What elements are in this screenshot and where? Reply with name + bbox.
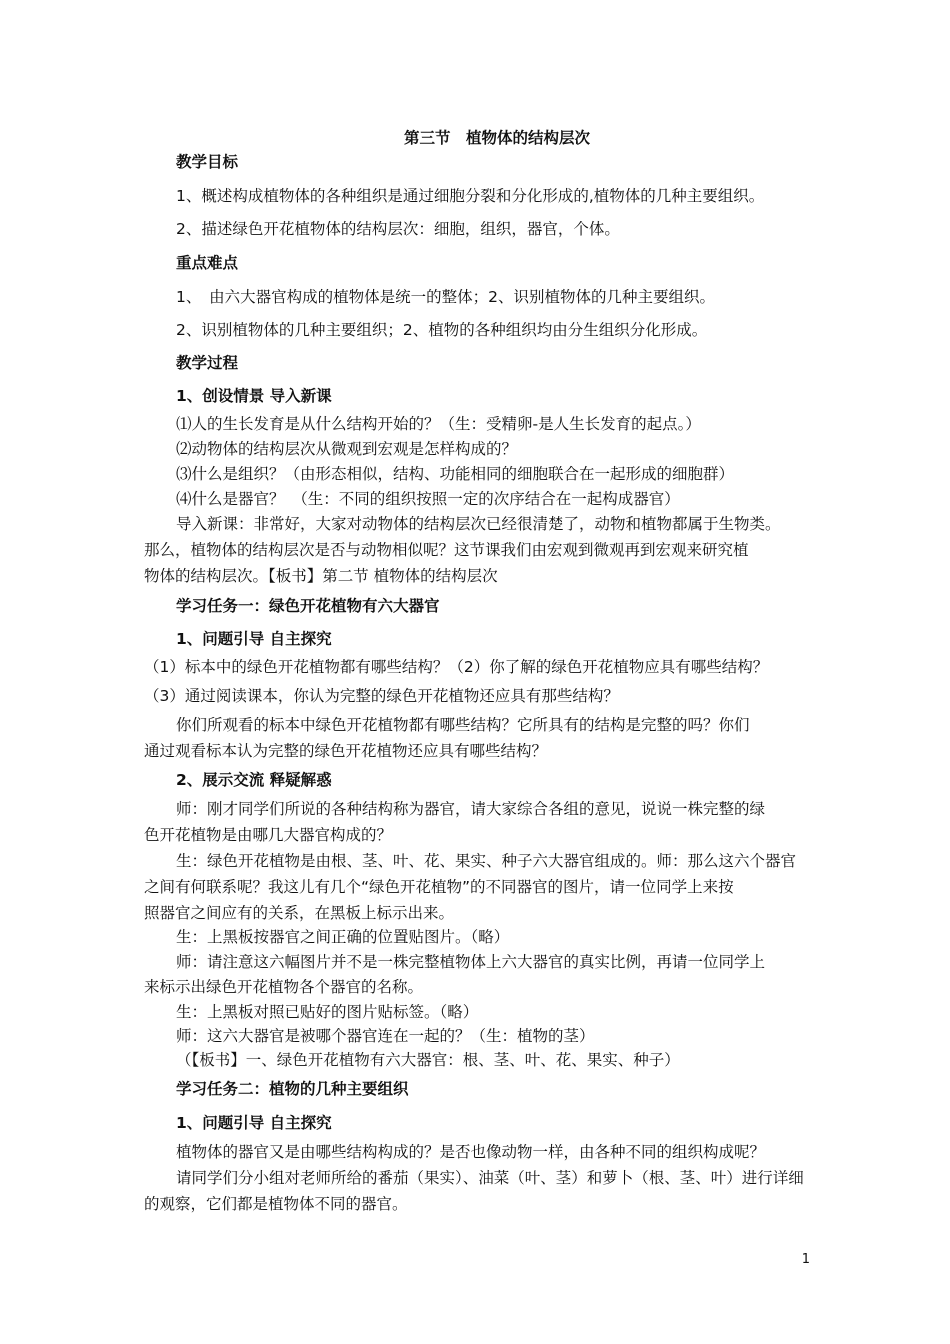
heading-task-one: 学习任务一：绿色开花植物有六大器官 [176,597,440,615]
paragraph: 通过观看标本认为完整的绿色开花植物还应具有哪些结构？ [144,742,548,760]
paragraph: 生：上黑板按器官之间正确的位置贴图片。（略） [176,928,510,946]
paragraph: （3）通过阅读课本，你认为完整的绿色开花植物还应具有那些结构？ [144,687,619,705]
paragraph: 师：刚才同学们所说的各种结构称为器官，请大家综合各组的意见，说说一株完整的绿 [176,800,766,818]
paragraph: 之间有何联系呢？我这儿有几个“绿色开花植物”的不同器官的图片，请一位同学上来按 [144,878,734,896]
paragraph: 那么，植物体的结构层次是否与动物相似呢？这节课我们由宏观到微观再到宏观来研究植 [144,541,749,559]
subheading: 1、问题引导 自主探究 [176,630,332,648]
subheading: 1、创设情景 导入新课 [176,387,332,405]
paragraph: 1、 由六大器官构成的植物体是统一的整体；2、识别植物体的几种主要组织。 [176,288,715,306]
paragraph: ⑶什么是组织？（由形态相似，结构、功能相同的细胞联合在一起形成的细胞群） [176,465,735,483]
paragraph: 请同学们分小组对老师所给的番茄（果实）、油菜（叶、茎）和萝卜（根、茎、叶）进行详细 [176,1169,804,1187]
heading-teaching-process: 教学过程 [176,354,239,372]
subheading: 2、展示交流 释疑解惑 [176,771,332,789]
paragraph: 你们所观看的标本中绿色开花植物都有哪些结构？它所具有的结构是完整的吗？你们 [176,716,750,734]
paragraph: 导入新课：非常好，大家对动物体的结构层次已经很清楚了，动物和植物都属于生物类。 [176,515,781,533]
paragraph: 师：这六大器官是被哪个器官连在一起的？（生：植物的茎） [176,1027,595,1045]
heading-teaching-goals: 教学目标 [176,153,239,171]
paragraph: （【板书】一、绿色开花植物有六大器官：根、茎、叶、花、果实、种子） [176,1051,680,1069]
paragraph: 来标示出绿色开花植物各个器官的名称。 [144,978,424,996]
paragraph: 植物体的器官又是由哪些结构构成的？是否也像动物一样，由各种不同的组织构成呢？ [176,1143,766,1161]
page-number: 1 [801,1252,810,1267]
paragraph: ⑵动物体的结构层次从微观到宏观是怎样构成的？ [176,440,518,458]
paragraph: 生：上黑板对照已贴好的图片贴标签。（略） [176,1003,479,1021]
paragraph: 的观察，它们都是植物体不同的器官。 [144,1195,408,1213]
paragraph: ⑴人的生长发育是从什么结构开始的？（生：受精卵-是人生长发育的起点。） [176,415,701,433]
paragraph: 1、概述构成植物体的各种组织是通过细胞分裂和分化形成的,植物体的几种主要组织。 [176,187,765,205]
paragraph: 生：绿色开花植物是由根、茎、叶、花、果实、种子六大器官组成的。师：那么这六个器官 [176,852,797,870]
paragraph: 2、描述绿色开花植物体的结构层次：细胞，组织，器官，个体。 [176,220,620,238]
paragraph: （1）标本中的绿色开花植物都有哪些结构？（2）你了解的绿色开花植物应具有哪些结构？ [144,658,769,676]
paragraph: 物体的结构层次。【板书】第二节 植物体的结构层次 [144,567,498,585]
paragraph: 2、识别植物体的几种主要组织；2、植物的各种组织均由分生组织分化形成。 [176,321,708,339]
paragraph: 照器官之间应有的关系，在黑板上标示出来。 [144,904,455,922]
document-title: 第三节 植物体的结构层次 [404,129,591,147]
paragraph: 色开花植物是由哪几大器官构成的？ [144,826,393,844]
paragraph: ⑷什么是器官？ （生：不同的组织按照一定的次序结合在一起构成器官） [176,490,680,508]
subheading: 1、问题引导 自主探究 [176,1114,332,1132]
heading-task-two: 学习任务二：植物的几种主要组织 [176,1080,409,1098]
heading-key-points: 重点难点 [176,254,239,272]
paragraph: 师：请注意这六幅图片并不是一株完整植物体上六大器官的真实比例，再请一位同学上 [176,953,766,971]
